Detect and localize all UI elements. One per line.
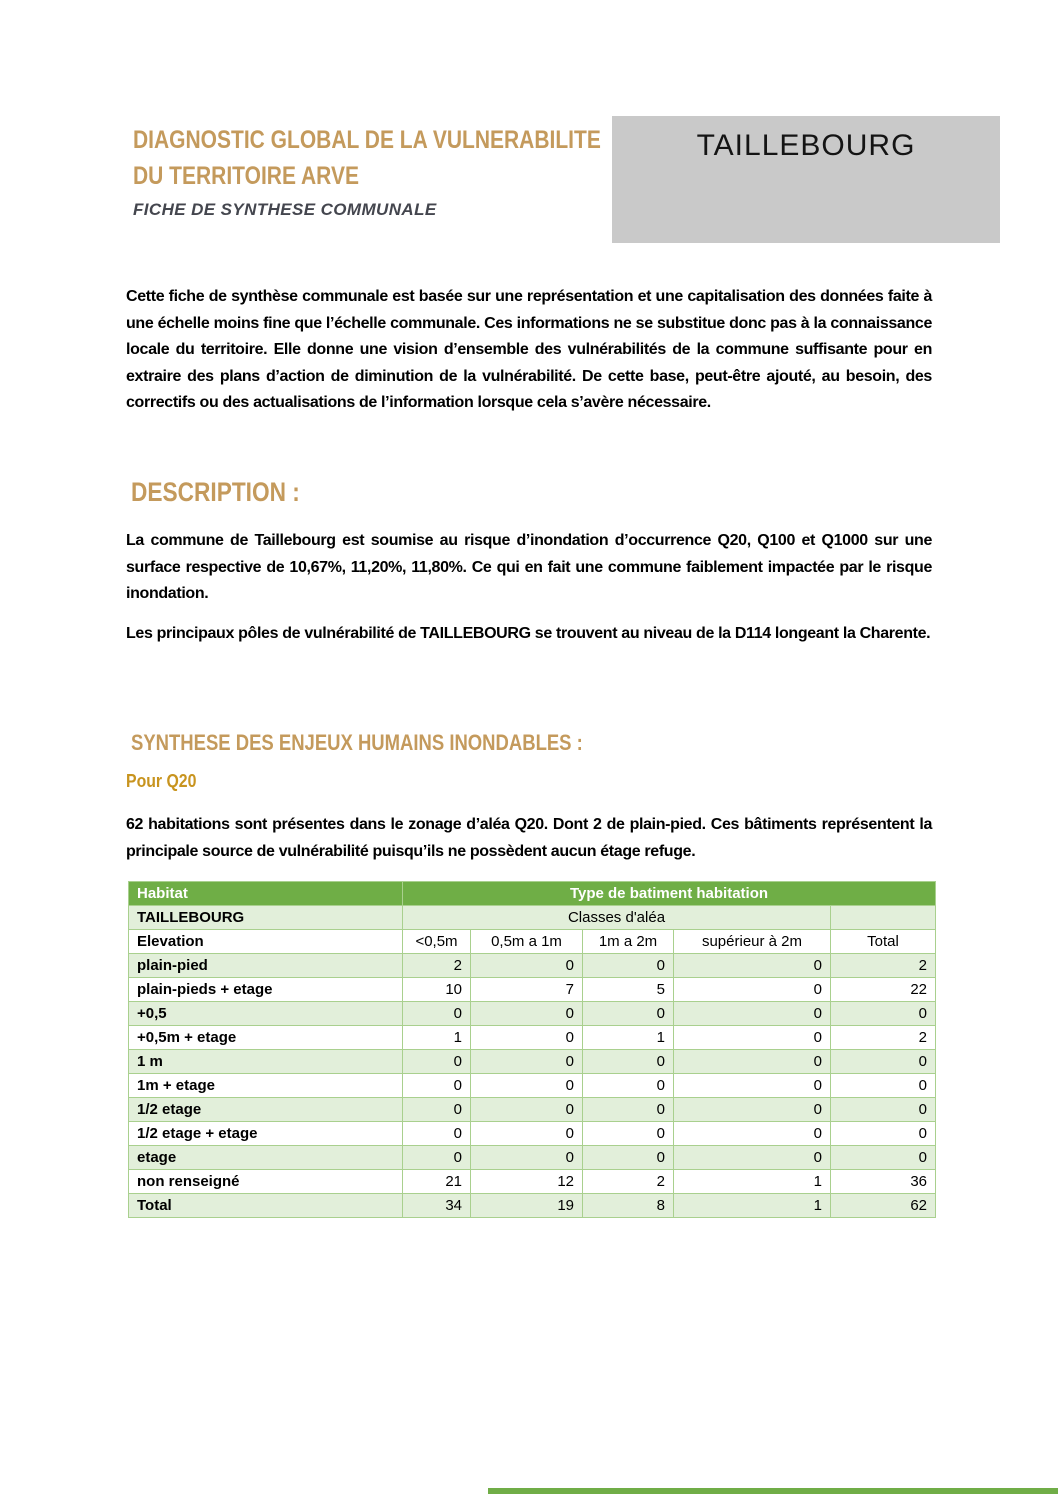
- value-cell: 0: [583, 1146, 674, 1170]
- commune-name: TAILLEBOURG: [696, 129, 916, 162]
- row-label-cell: +0,5m + etage: [129, 1026, 403, 1050]
- row-label-cell: plain-pied: [129, 954, 403, 978]
- row-label-cell: plain-pieds + etage: [129, 978, 403, 1002]
- value-cell: 0: [674, 1146, 831, 1170]
- pour-q20-label: Pour Q20: [126, 771, 197, 791]
- value-cell: 62: [831, 1194, 936, 1218]
- value-cell: 0: [471, 954, 583, 978]
- value-cell: 2: [831, 954, 936, 978]
- value-cell: 12: [471, 1170, 583, 1194]
- table-row: [129, 1170, 936, 1194]
- row-label-cell: +0,5: [129, 1002, 403, 1026]
- value-cell: 0: [831, 1122, 936, 1146]
- title-line-1: DIAGNOSTIC GLOBAL DE LA VULNERABILITE: [133, 126, 601, 154]
- table-commune-row: [129, 906, 936, 930]
- empty-cell: [831, 906, 936, 930]
- col-header-total: Total: [831, 930, 936, 954]
- value-cell: 0: [583, 1074, 674, 1098]
- row-label-cell: 1/2 etage: [129, 1098, 403, 1122]
- row-label-cell: 1m + etage: [129, 1074, 403, 1098]
- description-paragraph-2: Les principaux pôles de vulnérabilité de TAILLEBOURG se trouvent au niveau de la D114 longeant la Charente.: [126, 625, 931, 642]
- table-row: [129, 1026, 936, 1050]
- value-cell: 0: [674, 978, 831, 1002]
- value-cell: 0: [471, 1074, 583, 1098]
- value-cell: 0: [471, 1026, 583, 1050]
- value-cell: 0: [674, 1002, 831, 1026]
- value-cell: 19: [471, 1194, 583, 1218]
- col-header-lt05m: <0,5m: [403, 930, 471, 954]
- value-cell: 0: [674, 1074, 831, 1098]
- table-row: [129, 1098, 936, 1122]
- table-row: [129, 1050, 936, 1074]
- col-header-05m-1m: 0,5m a 1m: [471, 930, 583, 954]
- value-cell: 21: [403, 1170, 471, 1194]
- value-cell: 0: [831, 1002, 936, 1026]
- value-cell: 34: [403, 1194, 471, 1218]
- footer-green-bar: [488, 1488, 1058, 1494]
- value-cell: 2: [403, 954, 471, 978]
- value-cell: 0: [674, 1050, 831, 1074]
- value-cell: 0: [471, 1098, 583, 1122]
- value-cell: 22: [831, 978, 936, 1002]
- value-cell: 0: [674, 1122, 831, 1146]
- value-cell: 0: [403, 1074, 471, 1098]
- value-cell: 1: [583, 1026, 674, 1050]
- value-cell: 0: [403, 1146, 471, 1170]
- row-label-cell: 1/2 etage + etage: [129, 1122, 403, 1146]
- classes-alea-cell: Classes d'aléa: [403, 906, 831, 930]
- table-row: [129, 1002, 936, 1026]
- value-cell: 0: [583, 954, 674, 978]
- commune-name-box: [612, 116, 1000, 243]
- value-cell: 0: [583, 1122, 674, 1146]
- value-cell: 0: [831, 1050, 936, 1074]
- table-row: [129, 1146, 936, 1170]
- value-cell: 0: [831, 1098, 936, 1122]
- value-cell: 0: [471, 1050, 583, 1074]
- table-row: [129, 954, 936, 978]
- habitat-table: [128, 881, 936, 1218]
- document-subtitle: FICHE DE SYNTHESE COMMUNALE: [133, 200, 437, 219]
- value-cell: 0: [403, 1098, 471, 1122]
- table-row: [129, 1122, 936, 1146]
- value-cell: 0: [583, 1050, 674, 1074]
- description-paragraph-1: La commune de Taillebourg est soumise au risque d’inondation d’occurrence Q20, Q100 et Q1000 sur une surface respective de 10,67%, 11,20%, 11,80%. Ce qui en fait une commune faiblement impactée par le risque inondation.: [126, 532, 932, 602]
- table-columns-row: [129, 930, 936, 954]
- value-cell: 0: [674, 1026, 831, 1050]
- value-cell: 0: [831, 1074, 936, 1098]
- value-cell: 2: [831, 1026, 936, 1050]
- commune-row-label-cell: TAILLEBOURG: [129, 906, 403, 930]
- row-label-cell: 1 m: [129, 1050, 403, 1074]
- habitat-header-cell: Habitat: [129, 882, 403, 906]
- value-cell: 2: [583, 1170, 674, 1194]
- table-header-row: [129, 882, 936, 906]
- intro-paragraph: Cette fiche de synthèse communale est basée sur une représentation et une capitalisation des données faite à une échelle moins fine que l’échelle communale. Ces informations ne se substitue donc pas à la connaissance locale du territoire. Elle donne une vision d’ensemble des vulnérabilités de la commune suffisante pour en extraire des plans d’action de diminution de la vulnérabilité. De cette base, peut-être ajouté, au besoin, des correctifs ou des actualisations de l’information lorsque cela s’avère nécessaire.: [126, 288, 932, 411]
- value-cell: 0: [403, 1050, 471, 1074]
- habitat-table-body: [129, 954, 936, 1218]
- value-cell: 0: [471, 1122, 583, 1146]
- table-row: [129, 1194, 936, 1218]
- value-cell: 0: [403, 1002, 471, 1026]
- value-cell: 0: [674, 1098, 831, 1122]
- description-heading: DESCRIPTION :: [131, 477, 300, 507]
- row-label-cell: Total: [129, 1194, 403, 1218]
- document-title: [133, 122, 601, 194]
- synthese-paragraph: 62 habitations sont présentes dans le zonage d’aléa Q20. Dont 2 de plain-pied. Ces bâtiments représentent la principale source de vulnérabilité puisqu’ils ne possèdent aucun étage refuge.: [126, 816, 932, 860]
- value-cell: 5: [583, 978, 674, 1002]
- elevation-header-cell: Elevation: [129, 930, 403, 954]
- type-batiment-header-cell: Type de batiment habitation: [403, 882, 936, 906]
- table-row: [129, 1074, 936, 1098]
- row-label-cell: etage: [129, 1146, 403, 1170]
- row-label-cell: non renseigné: [129, 1170, 403, 1194]
- value-cell: 36: [831, 1170, 936, 1194]
- value-cell: 10: [403, 978, 471, 1002]
- value-cell: 7: [471, 978, 583, 1002]
- value-cell: 0: [471, 1146, 583, 1170]
- value-cell: 1: [674, 1170, 831, 1194]
- value-cell: 0: [471, 1002, 583, 1026]
- value-cell: 8: [583, 1194, 674, 1218]
- table-row: [129, 978, 936, 1002]
- value-cell: 0: [403, 1122, 471, 1146]
- synthese-heading: SYNTHESE DES ENJEUX HUMAINS INONDABLES :: [131, 730, 583, 755]
- value-cell: 0: [674, 954, 831, 978]
- value-cell: 1: [674, 1194, 831, 1218]
- col-header-sup-2m: supérieur à 2m: [674, 930, 831, 954]
- value-cell: 0: [583, 1002, 674, 1026]
- title-line-2: DU TERRITOIRE ARVE: [133, 162, 359, 190]
- value-cell: 0: [831, 1146, 936, 1170]
- col-header-1m-2m: 1m a 2m: [583, 930, 674, 954]
- value-cell: 1: [403, 1026, 471, 1050]
- value-cell: 0: [583, 1098, 674, 1122]
